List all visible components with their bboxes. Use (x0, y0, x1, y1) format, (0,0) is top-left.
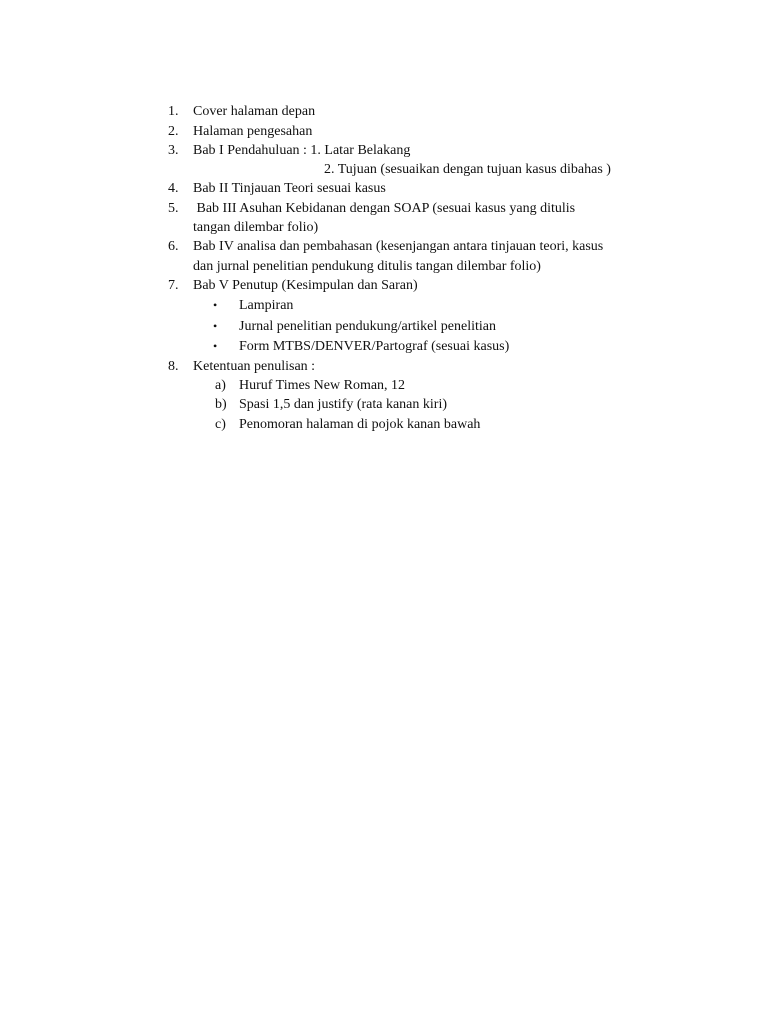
sub-item-text: Penomoran halaman di pojok kanan bawah (239, 417, 481, 432)
bullet-text: Lampiran (239, 298, 294, 313)
list-text: Bab III Asuhan Kebidanan dengan SOAP (sesuai kasus yang ditulis (193, 201, 576, 216)
list-continuation-text: 2. Tujuan (sesuaikan dengan tujuan kasus dibahas ) (324, 162, 611, 177)
sub-item-text: Spasi 1,5 dan justify (rata kanan kiri) (239, 397, 448, 412)
sub-item-label: a) (215, 378, 226, 393)
list-number: 5. (168, 201, 179, 216)
list-number: 6. (168, 239, 179, 254)
list-text: Bab V Penutup (Kesimpulan dan Saran) (193, 278, 418, 293)
list-number: 7. (168, 278, 179, 293)
list-text: Bab IV analisa dan pembahasan (kesenjangan antara tinjauan teori, kasus (193, 239, 604, 254)
list-number: 8. (168, 359, 179, 374)
bullet-icon: • (213, 319, 218, 333)
sub-item-label: c) (215, 417, 226, 432)
sub-item-text: Huruf Times New Roman, 12 (239, 378, 406, 393)
list-text: Bab I Pendahuluan : 1. Latar Belakang (193, 143, 411, 158)
list-number: 3. (168, 143, 179, 158)
list-text: Ketentuan penulisan : (193, 359, 316, 374)
list-continuation-text: tangan dilembar folio) (193, 220, 319, 235)
list-number: 4. (168, 181, 179, 196)
list-text: Bab II Tinjauan Teori sesuai kasus (193, 181, 386, 196)
bullet-icon: • (213, 298, 218, 312)
list-text: Cover halaman depan (193, 104, 316, 119)
list-number: 2. (168, 124, 179, 139)
bullet-text: Jurnal penelitian pendukung/artikel penelitian (239, 319, 496, 334)
list-text: Halaman pengesahan (193, 124, 313, 139)
sub-item-label: b) (215, 397, 227, 412)
bullet-text: Form MTBS/DENVER/Partograf (sesuai kasus) (239, 339, 510, 354)
bullet-icon: • (213, 339, 218, 353)
list-continuation-text: dan jurnal penelitian pendukung ditulis tangan dilembar folio) (193, 259, 541, 274)
list-number: 1. (168, 104, 179, 119)
